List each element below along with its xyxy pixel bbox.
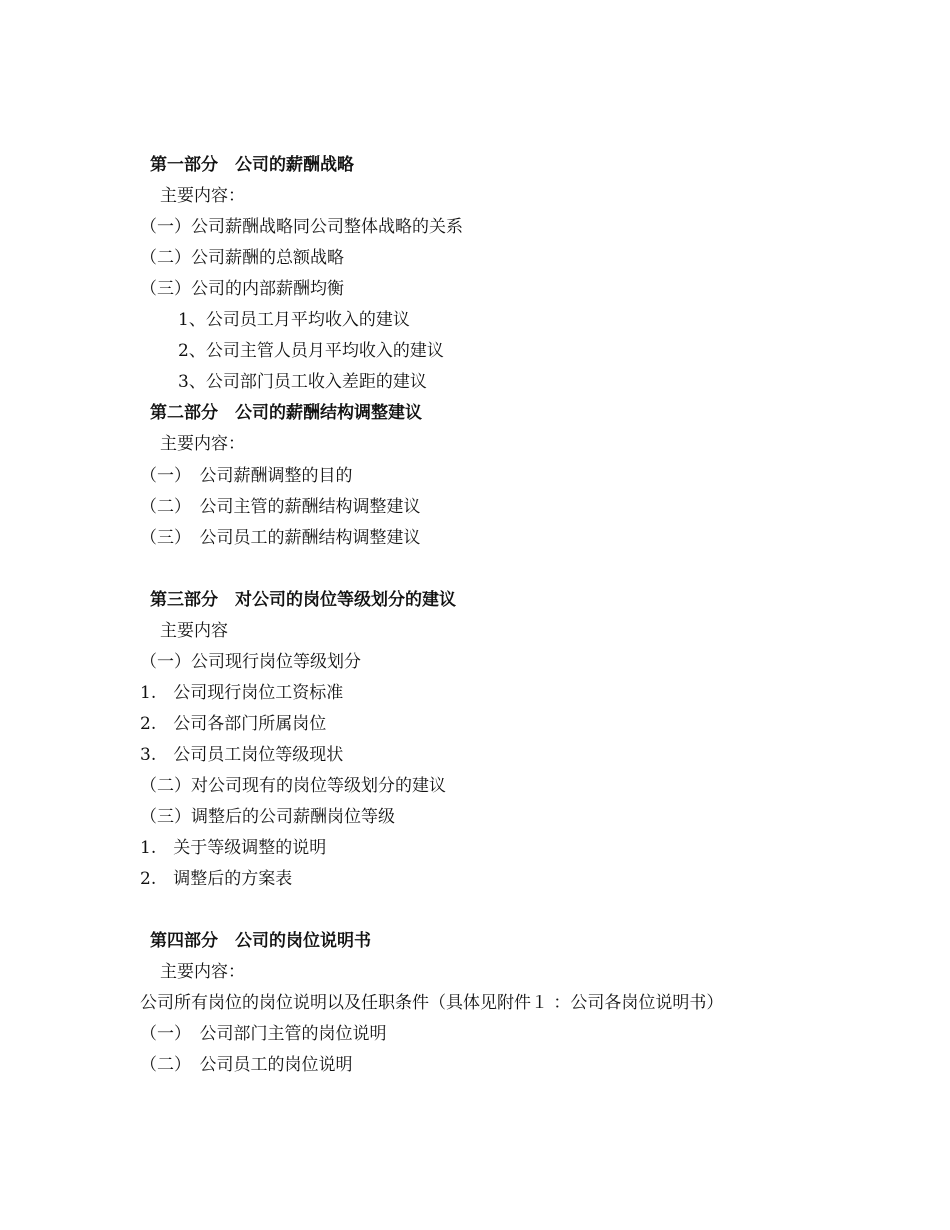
section-1-item-4: 1、公司员工月平均收入的建议	[178, 310, 410, 330]
section-1-item-1: （一）公司薪酬战略同公司整体战略的关系	[140, 217, 463, 237]
section-2-intro: 主要内容：	[160, 434, 245, 454]
section-3-item-3: 2. 公司各部门所属岗位	[140, 714, 327, 734]
section-3-item-6: （三）调整后的公司薪酬岗位等级	[140, 807, 395, 827]
section-4-item-1: 公司所有岗位的岗位说明以及任职条件（具体见附件１ ：公司各岗位说明书）	[140, 993, 724, 1013]
section-1-item-2: （二）公司薪酬的总额战略	[140, 248, 344, 268]
section-4-item-3: （二） 公司员工的岗位说明	[140, 1055, 353, 1075]
section-1-item-6: 3、公司部门员工收入差距的建议	[178, 372, 427, 392]
section-3-item-5: （二）对公司现有的岗位等级划分的建议	[140, 776, 446, 796]
section-1-item-3: （三）公司的内部薪酬均衡	[140, 279, 344, 299]
section-4-item-2: （一） 公司部门主管的岗位说明	[140, 1024, 387, 1044]
section-1-item-5: 2、公司主管人员月平均收入的建议	[178, 341, 444, 361]
section-4-intro: 主要内容：	[160, 962, 245, 982]
section-3-intro: 主要内容	[160, 621, 228, 641]
section-2-heading: 第二部分 公司的薪酬结构调整建议	[150, 403, 422, 423]
section-3-heading: 第三部分 对公司的岗位等级划分的建议	[150, 590, 456, 610]
section-2-item-1: （一） 公司薪酬调整的目的	[140, 466, 353, 486]
section-4-heading: 第四部分 公司的岗位说明书	[150, 931, 371, 951]
section-3-item-1: （一）公司现行岗位等级划分	[140, 652, 361, 672]
section-2-item-2: （二） 公司主管的薪酬结构调整建议	[140, 497, 421, 517]
section-3-item-2: 1. 公司现行岗位工资标准	[140, 683, 344, 703]
section-3-item-8: 2. 调整后的方案表	[140, 869, 293, 889]
section-1-heading: 第一部分 公司的薪酬战略	[150, 155, 354, 175]
section-3-item-7: 1. 关于等级调整的说明	[140, 838, 327, 858]
section-3-item-4: 3. 公司员工岗位等级现状	[140, 745, 344, 765]
section-1-intro: 主要内容：	[160, 186, 245, 206]
section-2-item-3: （三） 公司员工的薪酬结构调整建议	[140, 528, 421, 548]
